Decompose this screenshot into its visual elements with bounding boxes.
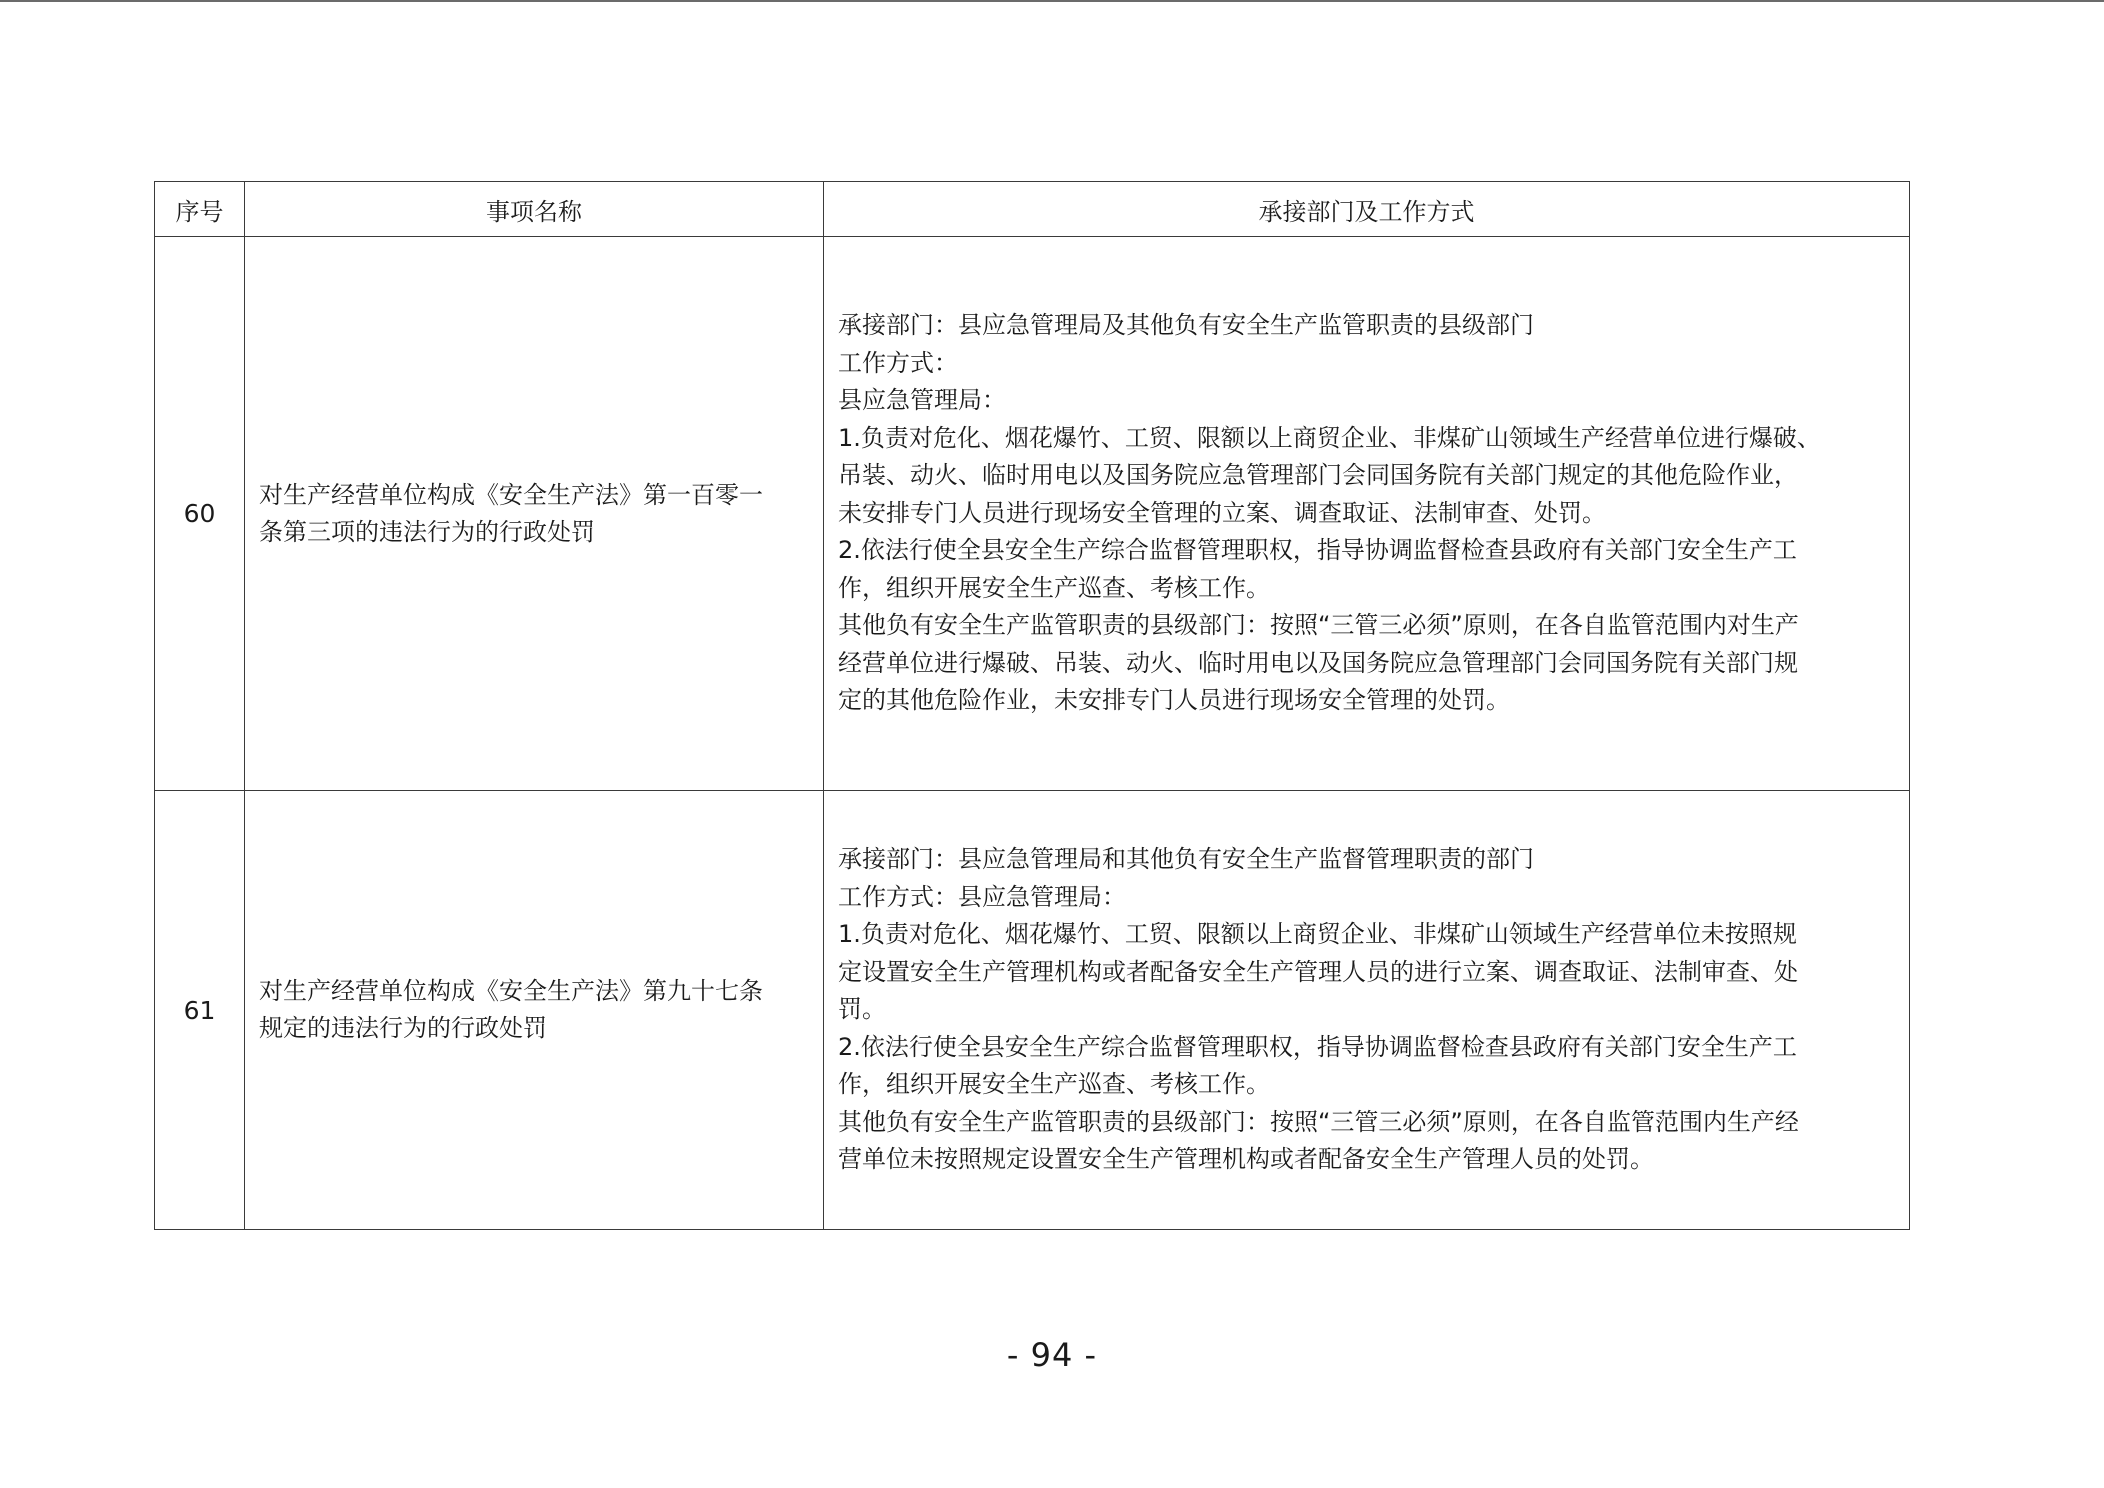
table-row	[155, 791, 1910, 1230]
item-name-line: 对生产经营单位构成《安全生产法》第九十七条	[259, 977, 763, 1005]
dept-text-line: 2.依法行使全县安全生产综合监督管理职权，指导协调监督检查县政府有关部门安全生产工	[838, 536, 1797, 565]
dept-text-line: 其他负有安全生产监管职责的县级部门：按照“三管三必须”原则，在各自监管范围内对生产	[838, 611, 1799, 640]
row-seq-number: 61	[155, 791, 245, 1230]
dept-text-line: 工作方式：县应急管理局：	[838, 882, 1126, 911]
header-item-name: 事项名称	[245, 182, 824, 237]
row-dept-method	[824, 237, 1910, 791]
table-header-row	[155, 182, 1910, 237]
item-name-line: 规定的违法行为的行政处罚	[259, 1014, 547, 1042]
row-item-name	[245, 791, 824, 1230]
table-row	[155, 237, 1910, 791]
dept-text-line: 吊装、动火、临时用电以及国务院应急管理部门会同国务院有关部门规定的其他危险作业，	[838, 461, 1798, 490]
dept-text-line: 未安排专门人员进行现场安全管理的立案、调查取证、法制审查、处罚。	[838, 498, 1606, 527]
row-dept-method	[824, 791, 1910, 1230]
dept-text-line: 承接部门：县应急管理局和其他负有安全生产监督管理职责的部门	[838, 845, 1534, 874]
page-number: - 94 -	[1006, 1336, 1098, 1374]
dept-text-line: 县应急管理局：	[838, 386, 1006, 415]
dept-text-line: 1.负责对危化、烟花爆竹、工贸、限额以上商贸企业、非煤矿山领域生产经营单位进行爆破、	[838, 423, 1821, 452]
header-dept-method: 承接部门及工作方式	[824, 182, 1910, 237]
responsibility-table	[154, 181, 1910, 1230]
page-top-border	[0, 0, 2104, 2]
header-seq: 序号	[155, 182, 245, 237]
item-name-line: 条第三项的违法行为的行政处罚	[259, 517, 595, 546]
dept-text-line: 罚。	[838, 995, 886, 1024]
dept-text-line: 1.负责对危化、烟花爆竹、工贸、限额以上商贸企业、非煤矿山领域生产经营单位未按照规	[838, 920, 1797, 949]
dept-text-line: 2.依法行使全县安全生产综合监督管理职权，指导协调监督检查县政府有关部门安全生产工	[838, 1032, 1797, 1061]
item-name-line: 对生产经营单位构成《安全生产法》第一百零一	[259, 480, 763, 509]
dept-text-line: 作，组织开展安全生产巡查、考核工作。	[838, 573, 1270, 602]
dept-text-line: 营单位未按照规定设置安全生产管理机构或者配备安全生产管理人员的处罚。	[838, 1145, 1654, 1174]
dept-text-line: 经营单位进行爆破、吊装、动火、临时用电以及国务院应急管理部门会同国务院有关部门规	[838, 648, 1798, 677]
dept-text-line: 作，组织开展安全生产巡查、考核工作。	[838, 1070, 1270, 1099]
row-seq-number: 60	[155, 237, 245, 791]
dept-text-line: 承接部门：县应急管理局及其他负有安全生产监管职责的县级部门	[838, 311, 1534, 340]
dept-text-line: 工作方式：	[838, 348, 958, 377]
dept-text-line: 定的其他危险作业，未安排专门人员进行现场安全管理的处罚。	[838, 686, 1510, 715]
dept-text-line: 其他负有安全生产监管职责的县级部门：按照“三管三必须”原则，在各自监管范围内生产经	[838, 1107, 1799, 1136]
row-item-name	[245, 237, 824, 791]
dept-text-line: 定设置安全生产管理机构或者配备安全生产管理人员的进行立案、调查取证、法制审查、处	[838, 957, 1798, 986]
